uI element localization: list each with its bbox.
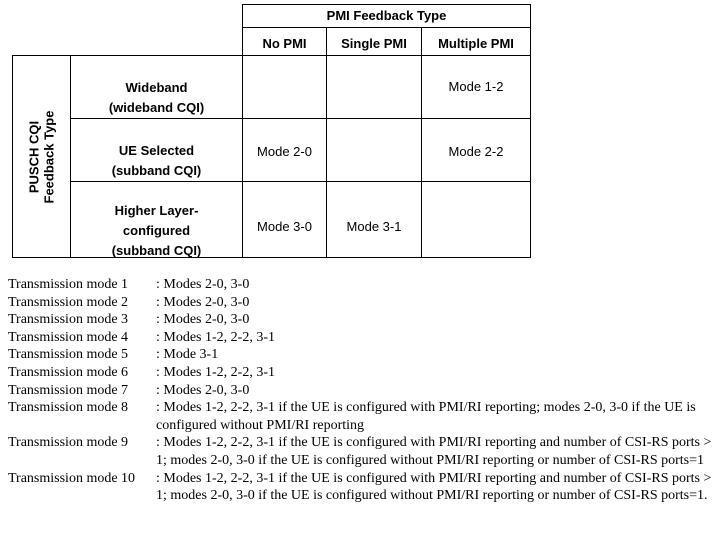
row-label-line: UE Selected — [118, 143, 195, 158]
mode-description: : Modes 1-2, 2-2, 3-1 — [156, 329, 275, 345]
mode-description: : Mode 3-1 — [156, 347, 219, 363]
list-item — [8, 329, 720, 347]
table-cell — [243, 76, 326, 98]
mode-label: Transmission mode 9 — [8, 435, 129, 451]
pmi-feedback-type-header: PMI Feedback Type — [326, 8, 447, 23]
mode-description: : Modes 1-2, 2-2, 3-1 if the UE is configured with PMI/RI reporting; modes 2-0, 3-0 if the UE is configured without PMI/RI reporting — [156, 400, 696, 433]
pusch-header-line: PUSCH CQI — [26, 120, 41, 193]
mode-description: : Modes 1-2, 2-2, 3-1 — [156, 364, 275, 380]
column-header-single-pmi: Single PMI — [341, 36, 407, 51]
pusch-cqi-feedback-type-header — [12, 56, 70, 257]
table-cell: Mode 3-1 — [346, 219, 402, 234]
column-header-no-pmi: No PMI — [262, 36, 307, 51]
list-item — [8, 434, 720, 469]
row-label-line: configured — [122, 223, 191, 238]
mode-description: : Modes 1-2, 2-2, 3-1 if the UE is configured with PMI/RI reporting and number of CSI-RS ports > 1; modes 2-0, 3-0 if the UE is configured without PMI/RI reporting or number of CSI-RS ports=1. — [156, 470, 712, 504]
mode-label: Transmission mode 3 — [8, 312, 129, 328]
table-cell: Mode 1-2 — [448, 79, 504, 94]
list-item — [8, 311, 720, 329]
mode-label: Transmission mode 1 — [8, 277, 129, 292]
mode-description: : Modes 2-0, 3-0 — [156, 382, 250, 398]
mode-description: : Modes 1-2, 2-2, 3-1 if the UE is configured with PMI/RI reporting and number of CSI-RS ports > 1; modes 2-0, 3-0 if the UE is configured without PMI/RI reporting or number of CSI-RS ports=1 — [156, 435, 712, 468]
list-item — [8, 382, 720, 400]
list-item — [8, 364, 720, 382]
grid-line — [530, 4, 531, 258]
list-item — [8, 294, 720, 312]
mode-label: Transmission mode 8 — [8, 400, 129, 416]
row-label-wideband — [71, 76, 242, 120]
list-item — [8, 276, 720, 294]
pusch-header-line: Feedback Type — [41, 110, 56, 203]
table-cell — [327, 76, 421, 98]
table-cell: Mode 2-2 — [448, 144, 504, 159]
row-label-line: (subband CQI) — [111, 163, 202, 178]
mode-description: : Modes 2-0, 3-0 — [156, 277, 250, 292]
mode-label: Transmission mode 4 — [8, 329, 129, 345]
row-label-ue-selected — [71, 139, 242, 183]
column-header-multiple-pmi: Multiple PMI — [438, 36, 514, 51]
row-label-line: Higher Layer- — [114, 203, 199, 218]
grid-line — [242, 27, 530, 28]
mode-label: Transmission mode 10 — [8, 470, 136, 486]
mode-label: Transmission mode 6 — [8, 364, 129, 380]
list-item — [8, 470, 720, 505]
transmission-mode-list — [8, 276, 720, 505]
list-item — [8, 399, 720, 434]
mode-label: Transmission mode 7 — [8, 382, 129, 398]
mode-description: : Modes 2-0, 3-0 — [156, 312, 250, 328]
mode-label: Transmission mode 5 — [8, 347, 129, 363]
mode-label: Transmission mode 2 — [8, 294, 129, 310]
row-label-line: (wideband CQI) — [108, 100, 205, 115]
row-label-line: Wideband — [125, 80, 188, 95]
table-cell — [327, 141, 421, 163]
table-cell: Mode 3-0 — [257, 219, 312, 234]
table-cell: Mode 2-0 — [257, 144, 312, 159]
row-label-higher-layer-configured — [71, 200, 242, 262]
table-cell — [422, 216, 530, 238]
row-label-line: (subband CQI) — [111, 243, 202, 258]
list-item — [8, 346, 720, 364]
mode-description: : Modes 2-0, 3-0 — [156, 294, 250, 310]
